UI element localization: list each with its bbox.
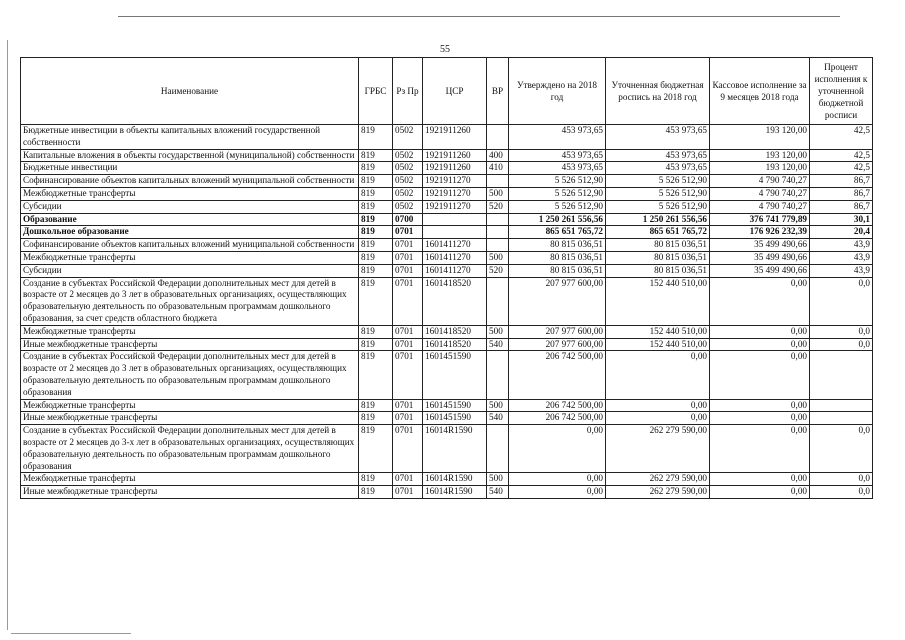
- table-header-row: [21, 58, 873, 125]
- cell-refined: 80 815 036,51: [606, 264, 710, 277]
- cell-csr: 1601411270: [423, 239, 487, 252]
- cell-vr: [487, 425, 509, 473]
- cell-rzpr: 0701: [393, 277, 423, 325]
- cell-percent: 30,1: [810, 213, 873, 226]
- table-row: [21, 325, 873, 338]
- cell-rzpr: 0700: [393, 213, 423, 226]
- col-header-approved: Утверждено на 2018 год: [509, 58, 606, 125]
- cell-name: Субсидии: [21, 200, 359, 213]
- cell-vr: 520: [487, 264, 509, 277]
- cell-refined: 5 526 512,90: [606, 187, 710, 200]
- cell-percent: 86,7: [810, 175, 873, 188]
- cell-cash: 4 790 740,27: [710, 200, 810, 213]
- cell-vr: 540: [487, 486, 509, 499]
- cell-refined: 0,00: [606, 351, 710, 399]
- cell-name: Межбюджетные трансферты: [21, 473, 359, 486]
- budget-table: [20, 57, 873, 499]
- cell-name: Дошкольное образование: [21, 226, 359, 239]
- cell-vr: [487, 351, 509, 399]
- cell-grbs: 819: [359, 162, 393, 175]
- cell-rzpr: 0502: [393, 200, 423, 213]
- cell-cash: 193 120,00: [710, 162, 810, 175]
- cell-vr: [487, 213, 509, 226]
- cell-cash: 0,00: [710, 325, 810, 338]
- cell-grbs: 819: [359, 149, 393, 162]
- cell-name: Софинансирование объектов капитальных вложений муниципальной собственности: [21, 175, 359, 188]
- cell-cash: 35 499 490,66: [710, 264, 810, 277]
- table-row: [21, 213, 873, 226]
- cell-percent: 20,4: [810, 226, 873, 239]
- table-row: [21, 277, 873, 325]
- cell-refined: 152 440 510,00: [606, 277, 710, 325]
- cell-refined: 80 815 036,51: [606, 239, 710, 252]
- table-row: [21, 125, 873, 150]
- cell-name: Межбюджетные трансферты: [21, 325, 359, 338]
- cell-rzpr: 0701: [393, 338, 423, 351]
- cell-cash: 376 741 779,89: [710, 213, 810, 226]
- cell-rzpr: 0701: [393, 264, 423, 277]
- cell-grbs: 819: [359, 251, 393, 264]
- col-header-grbs: ГРБС: [359, 58, 393, 125]
- cell-percent: 43,9: [810, 251, 873, 264]
- cell-csr: 1601418520: [423, 325, 487, 338]
- table-row: [21, 425, 873, 473]
- cell-csr: 1601451590: [423, 351, 487, 399]
- header-rule: [118, 16, 840, 17]
- cell-cash: 176 926 232,39: [710, 226, 810, 239]
- table-row: [21, 251, 873, 264]
- cell-csr: 16014R1590: [423, 473, 487, 486]
- cell-cash: 35 499 490,66: [710, 251, 810, 264]
- cell-grbs: 819: [359, 125, 393, 150]
- cell-csr: 1921911270: [423, 175, 487, 188]
- cell-csr: 1601411270: [423, 251, 487, 264]
- cell-name: Субсидии: [21, 264, 359, 277]
- cell-name: Межбюджетные трансферты: [21, 399, 359, 412]
- cell-approved: 5 526 512,90: [509, 175, 606, 188]
- cell-approved: 1 250 261 556,56: [509, 213, 606, 226]
- cell-grbs: 819: [359, 399, 393, 412]
- cell-approved: 453 973,65: [509, 162, 606, 175]
- cell-rzpr: 0701: [393, 239, 423, 252]
- cell-approved: 206 742 500,00: [509, 412, 606, 425]
- cell-vr: [487, 175, 509, 188]
- cell-grbs: 819: [359, 486, 393, 499]
- cell-percent: 0,0: [810, 277, 873, 325]
- cell-refined: 453 973,65: [606, 162, 710, 175]
- cell-name: Капитальные вложения в объекты государственной (муниципальной) собственности: [21, 149, 359, 162]
- cell-vr: 540: [487, 338, 509, 351]
- table-row: [21, 264, 873, 277]
- cell-percent: 43,9: [810, 239, 873, 252]
- cell-percent: [810, 412, 873, 425]
- cell-csr: [423, 213, 487, 226]
- cell-approved: 453 973,65: [509, 125, 606, 150]
- cell-refined: 0,00: [606, 412, 710, 425]
- cell-refined: 1 250 261 556,56: [606, 213, 710, 226]
- cell-csr: 16014R1590: [423, 486, 487, 499]
- cell-approved: 453 973,65: [509, 149, 606, 162]
- cell-cash: 193 120,00: [710, 149, 810, 162]
- table-row: [21, 473, 873, 486]
- cell-refined: 865 651 765,72: [606, 226, 710, 239]
- cell-vr: 500: [487, 187, 509, 200]
- table-row: [21, 239, 873, 252]
- cell-csr: 1601451590: [423, 399, 487, 412]
- cell-approved: 0,00: [509, 425, 606, 473]
- cell-name: Создание в субъектах Российской Федерации дополнительных мест для детей в возрасте от 2 месяцев до 3-х лет в образовательных организациях, осуществляющих образовательную деятельность по образовательным программам дошкольного образования: [21, 425, 359, 473]
- table-row: [21, 338, 873, 351]
- cell-name: Создание в субъектах Российской Федерации дополнительных мест для детей в возрасте от 2 месяцев до 3 лет в образовательных организациях, осуществляющих образовательную деятельность по образовательным программам дошкольного образования, за счет средств областного бюджета: [21, 277, 359, 325]
- cell-rzpr: 0701: [393, 486, 423, 499]
- cell-refined: 453 973,65: [606, 125, 710, 150]
- table-row: [21, 226, 873, 239]
- cell-vr: 520: [487, 200, 509, 213]
- cell-percent: 0,0: [810, 325, 873, 338]
- cell-refined: 453 973,65: [606, 149, 710, 162]
- cell-grbs: 819: [359, 175, 393, 188]
- cell-percent: 0,0: [810, 473, 873, 486]
- cell-refined: 152 440 510,00: [606, 338, 710, 351]
- cell-csr: 1921911260: [423, 125, 487, 150]
- table-row: [21, 399, 873, 412]
- cell-cash: 0,00: [710, 338, 810, 351]
- cell-rzpr: 0701: [393, 325, 423, 338]
- cell-refined: 5 526 512,90: [606, 175, 710, 188]
- col-header-cash: Кассовое исполнение за 9 месяцев 2018 года: [710, 58, 810, 125]
- cell-vr: [487, 277, 509, 325]
- cell-grbs: 819: [359, 239, 393, 252]
- cell-percent: 0,0: [810, 338, 873, 351]
- cell-approved: 80 815 036,51: [509, 251, 606, 264]
- cell-grbs: 819: [359, 412, 393, 425]
- cell-approved: 207 977 600,00: [509, 325, 606, 338]
- cell-grbs: 819: [359, 277, 393, 325]
- cell-rzpr: 0701: [393, 351, 423, 399]
- cell-csr: 1921911260: [423, 149, 487, 162]
- cell-approved: 206 742 500,00: [509, 399, 606, 412]
- footer-rule: [11, 633, 131, 634]
- cell-csr: 1601451590: [423, 412, 487, 425]
- cell-name: Иные межбюджетные трансферты: [21, 412, 359, 425]
- cell-refined: 262 279 590,00: [606, 473, 710, 486]
- cell-refined: 5 526 512,90: [606, 200, 710, 213]
- cell-vr: 500: [487, 399, 509, 412]
- table-row: [21, 412, 873, 425]
- cell-percent: 0,0: [810, 425, 873, 473]
- cell-rzpr: 0502: [393, 149, 423, 162]
- cell-rzpr: 0502: [393, 162, 423, 175]
- table-row: [21, 187, 873, 200]
- cell-name: Межбюджетные трансферты: [21, 251, 359, 264]
- cell-approved: 80 815 036,51: [509, 264, 606, 277]
- cell-grbs: 819: [359, 200, 393, 213]
- table-row: [21, 200, 873, 213]
- cell-grbs: 819: [359, 425, 393, 473]
- cell-percent: 42,5: [810, 149, 873, 162]
- cell-grbs: 819: [359, 187, 393, 200]
- cell-name: Иные межбюджетные трансферты: [21, 486, 359, 499]
- table-row: [21, 149, 873, 162]
- cell-cash: 35 499 490,66: [710, 239, 810, 252]
- cell-approved: 5 526 512,90: [509, 200, 606, 213]
- binding-edge: [7, 40, 8, 630]
- cell-rzpr: 0701: [393, 473, 423, 486]
- cell-refined: 0,00: [606, 399, 710, 412]
- cell-rzpr: 0701: [393, 226, 423, 239]
- cell-cash: 4 790 740,27: [710, 187, 810, 200]
- cell-cash: 193 120,00: [710, 125, 810, 150]
- cell-cash: 0,00: [710, 277, 810, 325]
- cell-percent: [810, 399, 873, 412]
- cell-name: Создание в субъектах Российской Федерации дополнительных мест для детей в возрасте от 2 месяцев до 3 лет в образовательных организациях, осуществляющих образовательную деятельность по образовательным программам дошкольного образования: [21, 351, 359, 399]
- table-row: [21, 486, 873, 499]
- cell-vr: 500: [487, 325, 509, 338]
- table-body: [21, 125, 873, 499]
- cell-name: Бюджетные инвестиции: [21, 162, 359, 175]
- cell-rzpr: 0502: [393, 125, 423, 150]
- col-header-refined: Уточненная бюджетная роспись на 2018 год: [606, 58, 710, 125]
- cell-cash: 0,00: [710, 473, 810, 486]
- col-header-csr: ЦСР: [423, 58, 487, 125]
- page-number: 55: [440, 44, 450, 55]
- cell-cash: 0,00: [710, 351, 810, 399]
- cell-grbs: 819: [359, 351, 393, 399]
- cell-name: Бюджетные инвестиции в объекты капитальных вложений государственной собственности: [21, 125, 359, 150]
- cell-csr: 1921911270: [423, 200, 487, 213]
- table-row: [21, 351, 873, 399]
- col-header-name: Наименование: [21, 58, 359, 125]
- cell-cash: 0,00: [710, 425, 810, 473]
- cell-csr: 1601411270: [423, 264, 487, 277]
- cell-percent: 0,0: [810, 486, 873, 499]
- cell-grbs: 819: [359, 325, 393, 338]
- cell-percent: 86,7: [810, 187, 873, 200]
- cell-percent: 86,7: [810, 200, 873, 213]
- cell-grbs: 819: [359, 338, 393, 351]
- cell-vr: [487, 226, 509, 239]
- cell-rzpr: 0701: [393, 251, 423, 264]
- cell-grbs: 819: [359, 213, 393, 226]
- cell-name: Образование: [21, 213, 359, 226]
- cell-csr: 16014R1590: [423, 425, 487, 473]
- cell-name: Иные межбюджетные трансферты: [21, 338, 359, 351]
- cell-rzpr: 0701: [393, 425, 423, 473]
- cell-refined: 152 440 510,00: [606, 325, 710, 338]
- cell-cash: 0,00: [710, 486, 810, 499]
- cell-csr: 1921911260: [423, 162, 487, 175]
- cell-rzpr: 0502: [393, 175, 423, 188]
- cell-approved: 206 742 500,00: [509, 351, 606, 399]
- cell-cash: 0,00: [710, 399, 810, 412]
- cell-csr: [423, 226, 487, 239]
- cell-refined: 262 279 590,00: [606, 486, 710, 499]
- cell-percent: 42,5: [810, 125, 873, 150]
- cell-percent: 42,5: [810, 162, 873, 175]
- cell-cash: 0,00: [710, 412, 810, 425]
- cell-csr: 1601418520: [423, 277, 487, 325]
- cell-vr: 500: [487, 473, 509, 486]
- cell-csr: 1921911270: [423, 187, 487, 200]
- cell-rzpr: 0502: [393, 187, 423, 200]
- cell-name: Софинансирование объектов капитальных вложений муниципальной собственности: [21, 239, 359, 252]
- cell-approved: 5 526 512,90: [509, 187, 606, 200]
- cell-vr: 540: [487, 412, 509, 425]
- col-header-vr: ВР: [487, 58, 509, 125]
- cell-cash: 4 790 740,27: [710, 175, 810, 188]
- cell-vr: 400: [487, 149, 509, 162]
- cell-approved: 207 977 600,00: [509, 338, 606, 351]
- cell-csr: 1601418520: [423, 338, 487, 351]
- cell-grbs: 819: [359, 473, 393, 486]
- table-row: [21, 175, 873, 188]
- cell-percent: 43,9: [810, 264, 873, 277]
- cell-grbs: 819: [359, 226, 393, 239]
- table-row: [21, 162, 873, 175]
- cell-approved: 207 977 600,00: [509, 277, 606, 325]
- cell-percent: [810, 351, 873, 399]
- cell-approved: 0,00: [509, 473, 606, 486]
- col-header-rzpr: Рз Пр: [393, 58, 423, 125]
- cell-approved: 80 815 036,51: [509, 239, 606, 252]
- cell-vr: 500: [487, 251, 509, 264]
- cell-vr: 410: [487, 162, 509, 175]
- cell-approved: 865 651 765,72: [509, 226, 606, 239]
- cell-vr: [487, 239, 509, 252]
- cell-refined: 80 815 036,51: [606, 251, 710, 264]
- cell-grbs: 819: [359, 264, 393, 277]
- cell-refined: 262 279 590,00: [606, 425, 710, 473]
- cell-vr: [487, 125, 509, 150]
- cell-approved: 0,00: [509, 486, 606, 499]
- cell-rzpr: 0701: [393, 399, 423, 412]
- cell-rzpr: 0701: [393, 412, 423, 425]
- cell-name: Межбюджетные трансферты: [21, 187, 359, 200]
- col-header-percent: Процент исполнения к уточненной бюджетной росписи: [810, 58, 873, 125]
